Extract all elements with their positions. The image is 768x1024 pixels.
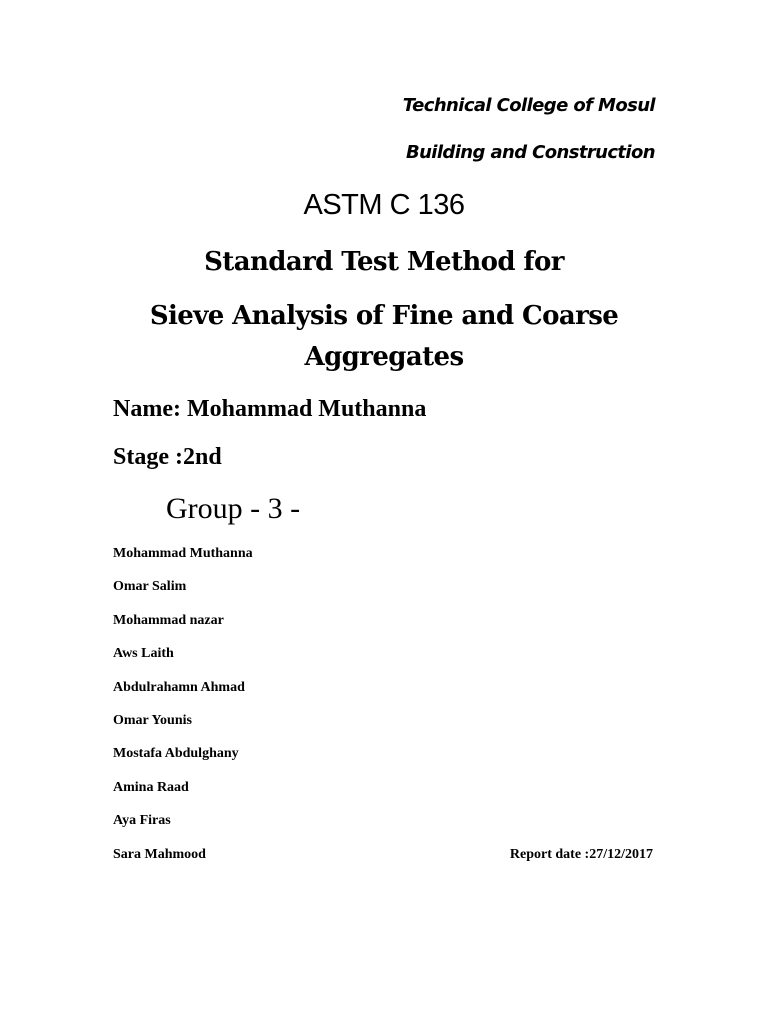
standard-code: ASTM C 136	[303, 189, 465, 221]
department-name: Building and Construction	[405, 142, 655, 163]
group-member: Omar Younis	[113, 712, 192, 728]
group-member: Amina Raad	[113, 779, 189, 795]
group-member: Aws Laith	[113, 646, 174, 662]
student-name: Name: Mohammad Muthanna	[113, 396, 427, 422]
title-line-2: Sieve Analysis of Fine and Coarse	[149, 301, 619, 331]
group-member: Aya Firas	[113, 813, 171, 829]
group-member: Mostafa Abdulghany	[113, 746, 239, 762]
group-member: Sara Mahmood	[113, 846, 206, 862]
title-line-3: Aggregates	[304, 342, 464, 372]
group-member: Mohammad nazar	[113, 612, 224, 628]
group-member: Omar Salim	[113, 579, 187, 595]
group-member: Abdulrahamn Ahmad	[113, 679, 245, 695]
institution-name: Technical College of Mosul	[402, 95, 655, 116]
group-label: Group - 3 -	[166, 492, 301, 525]
group-member: Mohammad Muthanna	[113, 546, 253, 561]
student-stage: Stage :2nd	[113, 444, 222, 470]
title-line-1: Standard Test Method for	[204, 247, 564, 277]
group-members-list	[113, 545, 253, 879]
report-date: Report date :27/12/2017	[509, 847, 653, 862]
